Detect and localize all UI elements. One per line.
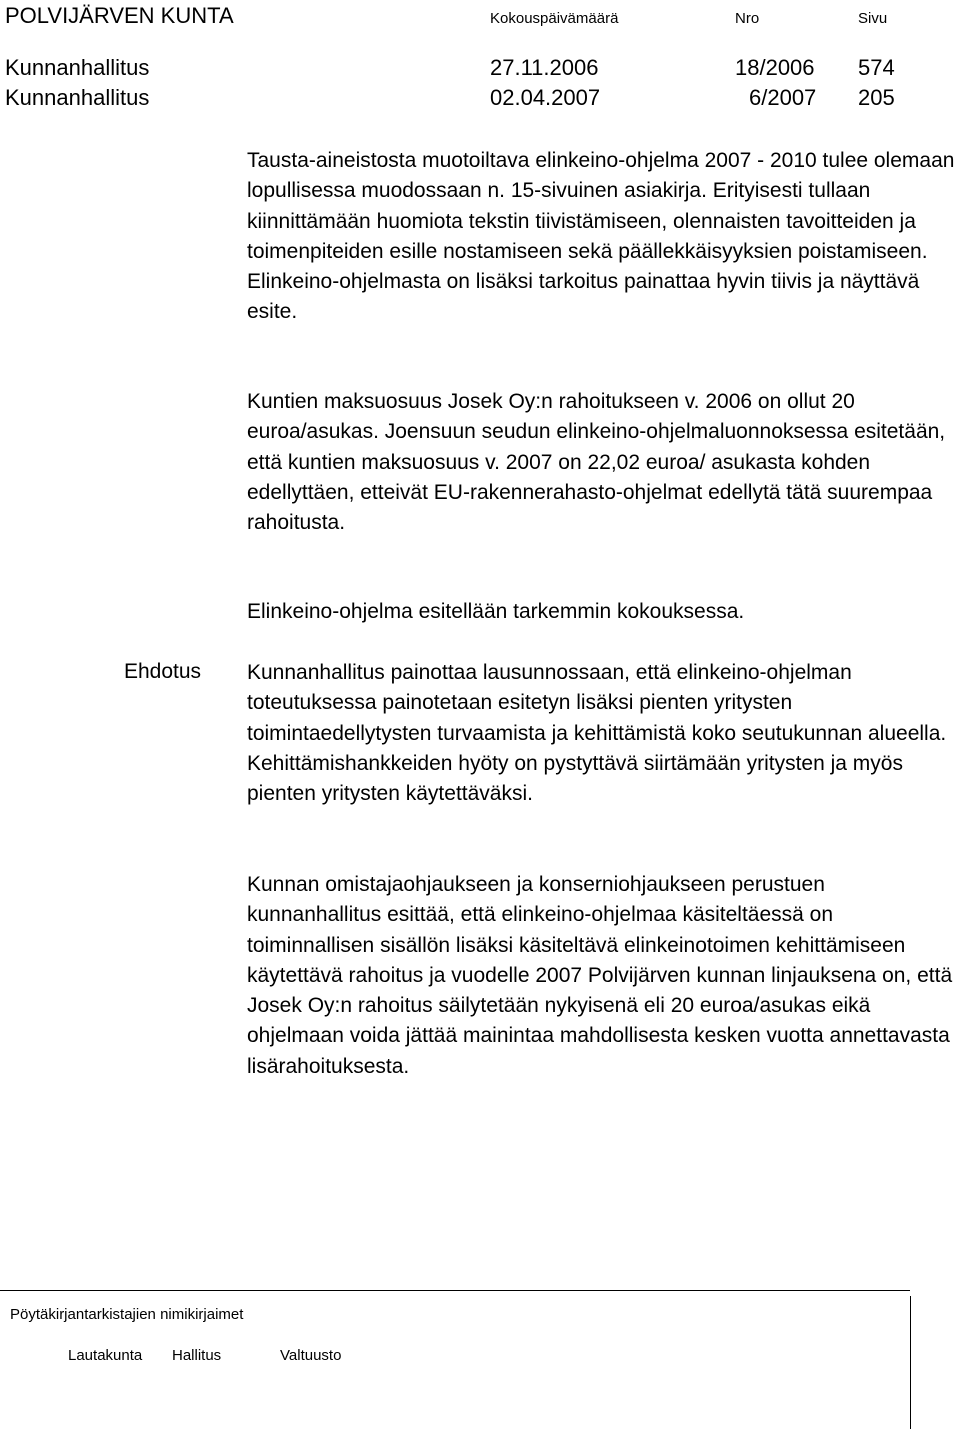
page-number: 205 [858,85,895,110]
proposal-label: Ehdotus [124,660,202,683]
proposal-paragraph: Kunnanhallitus painottaa lausunnossaan, että elinkeino-ohjelman toteutuksessa painotetaan esitetyn lisäksi pienten yritysten toimintaedellytysten turvaamista ja kehittämistä koko seutukunnan alueella. Kehittämishankkeiden hyöty on pystyttävä siirtämään yritysten ja myös pienten yritysten käytettäväksi. [247,661,947,806]
footer-col-board: Lautakunta [68,1347,143,1364]
footer-col-council: Valtuusto [280,1347,342,1364]
meeting-date: 02.04.2007 [490,85,601,110]
meeting-date: 27.11.2006 [490,55,599,80]
funding-paragraph: Kuntien maksuosuus Josek Oy:n rahoitukseen v. 2006 on ollut 20 euroa/asukas. Joensuun seudun elinkeino-ohjelmaluonnoksessa esitetään, että kuntien maksuosuus v. 2007 on 22,02 euroa/ asukasta kohden edellyttäen, etteivät EU-rakennerahasto-ohjelmat edellytä tätä suurempaa rahoitusta. [247,390,946,535]
footer-col-government: Hallitus [172,1347,222,1364]
meeting-number: 18/2006 [735,55,815,80]
presentation-paragraph: Elinkeino-ohjelma esitellään tarkemmin kokouksessa. [247,600,745,623]
footer-divider [910,1296,911,1429]
meeting-body: Kunnanhallitus [5,85,150,110]
meeting-number: 6/2007 [749,85,817,110]
page-column-label: Sivu [858,10,888,27]
date-column-label: Kokouspäivämäärä [490,10,619,27]
meeting-body: Kunnanhallitus [5,55,150,80]
organization-name: POLVIJÄRVEN KUNTA [5,3,234,28]
proposal-paragraph: Kunnan omistajaohjaukseen ja konserniohjaukseen perustuen kunnanhallitus esittää, että elinkeino-ohjelmaa käsiteltäessä on toiminnallisen sisällön lisäksi käsiteltävä elinkeinotoimen kehittämiseen käytettävä rahoitus ja vuodelle 2007 Polvijärven kunnan linjauksena on, että Josek Oy:n rahoitus säilytetään nykyisenä eli 20 euroa/asukas eikä ohjelmaan voida jättää mainintaa mahdollisesta kesken vuotta annettavasta lisärahoituksesta. [247,873,953,1078]
background-paragraph: Tausta-aineistosta muotoiltava elinkeino-ohjelma 2007 - 2010 tulee olemaan lopullisessa muodossaan n. 15-sivuinen asiakirja. Erityisesti tullaan kiinnittämään huomiota tekstin tiivistämiseen, olennaisten tavoitteiden ja toimenpiteiden esille nostamiseen sekä päällekkäisyyksien poistamiseen. Elinkeino-ohjelmasta on lisäksi tarkoitus painattaa hyvin tiivis ja näyttävä esite. [247,149,955,324]
number-column-label: Nro [735,10,760,27]
page-number: 574 [858,55,895,80]
footer-caption: Pöytäkirjantarkistajien nimikirjaimet [10,1306,244,1323]
